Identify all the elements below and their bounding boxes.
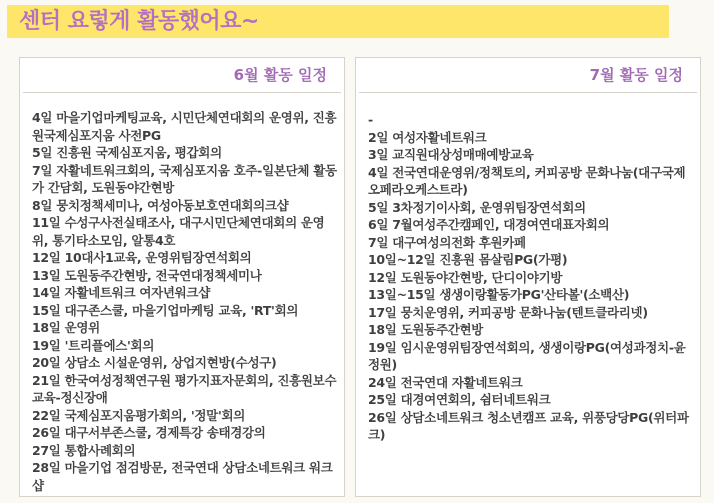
june-activity-item: 7일 자활네트워크회의, 국제심포지움 호주-일본단체 활동가 간담회, 도원동야간현방 [32, 162, 337, 195]
june-activity-item: 13일 도원동주간현방, 전국연대정책세미나 [32, 267, 262, 283]
july-activity-item: 7일 대구여성의전화 후원카페 [368, 234, 526, 250]
june-activity-item: 14일 자활네트워크 여자년워크샵 [32, 285, 210, 300]
july-activity-item: 19일 임시운영위팀장연석회의, 생생이랑PG(여성과정치-윤정원) [368, 339, 686, 372]
july-activity-item: 2일 여성자활네트워크 [368, 129, 487, 145]
july-activity-list [368, 111, 694, 444]
july-activity-item: 10일~12일 진흥원 몸살림PG(가평) [368, 252, 568, 267]
july-activity-item: 4일 전국연대운영위/정책토의, 커피공방 문화나눔(대구국제오페라오케스트라) [368, 164, 686, 197]
june-activity-item: 11일 수성구사전실태조사, 대구시민단체연대회의 운영위, 통기타소모임, 알통4호 [32, 215, 325, 248]
july-schedule-panel [355, 57, 701, 497]
july-activity-item: 6일 7월여성주간캠페인, 대경여연대표자회의 [368, 217, 610, 232]
july-activity-item: 5일 3차정기이사회, 운영위팀장연석회의 [368, 199, 586, 215]
june-activity-item: 19일 '트리플에스'회의 [32, 337, 155, 353]
july-activity-item: 26일 상담소네트워크 청소년캠프 교육, 위풍당당PG(위터파크) [368, 409, 689, 442]
july-activity-item: 17일 뭉치운영위, 커피공방 문화나눔(텐트클라리넷) [368, 304, 648, 320]
june-activity-list [32, 109, 338, 494]
july-activity-item: - [368, 112, 373, 127]
june-activity-item: 20일 상담소 시설운영위, 상업지현방(수성구) [32, 355, 277, 370]
june-activity-item: 12일 10대사1교육, 운영위팀장연석회의 [32, 250, 252, 265]
june-activity-item: 4일 마을기업마케팅교육, 시민단체연대회의 운영위, 진흥원국제심포지움 사전PG [32, 110, 337, 143]
june-activity-item: 27일 통합사례회의 [32, 442, 136, 458]
june-activity-item: 28일 마을기업 점검방문, 전국연대 상담소네트워크 워크샵 [32, 460, 333, 493]
july-heading: 7월 활동 일정 [359, 58, 697, 93]
june-activity-item: 8일 뭉치정책세미나, 여성아동보호연대회의크샵 [32, 197, 289, 213]
june-heading: 6월 활동 일정 [23, 58, 341, 93]
june-activity-item: 18일 운영위 [32, 320, 100, 335]
june-activity-item: 5일 진흥원 국제심포지움, 평갑회의 [32, 145, 222, 160]
page-title: 센터 요렇게 활동했어요~ [7, 5, 669, 38]
july-activity-item: 3일 교직원대상성매매예방교육 [368, 147, 534, 162]
june-activity-item: 15일 대구존스쿨, 마을기업마케팅 교육, 'RT'회의 [32, 302, 299, 318]
june-activity-item: 22일 국제심포지움평가회의, '정말'회의 [32, 407, 246, 423]
july-activity-item: 18일 도원동주간현방 [368, 322, 484, 337]
july-activity-item: 13일~15일 생생이랑활동가PG'산타볼'(소백산) [368, 287, 630, 302]
july-activity-item: 12일 도원동야간현방, 단디이야기방 [368, 269, 563, 285]
july-activity-item: 24일 전국연대 자활네트워크 [368, 374, 523, 390]
june-schedule-panel [19, 57, 345, 497]
july-activity-item: 25일 대경여연회의, 쉼터네트워크 [368, 392, 551, 407]
june-activity-item: 21일 한국여성정책연구원 평가지표자문회의, 진흥원보수교육-정신장애 [32, 372, 337, 405]
june-activity-item: 26일 대구서부존스쿨, 경제특강 송태경강의 [32, 425, 266, 440]
